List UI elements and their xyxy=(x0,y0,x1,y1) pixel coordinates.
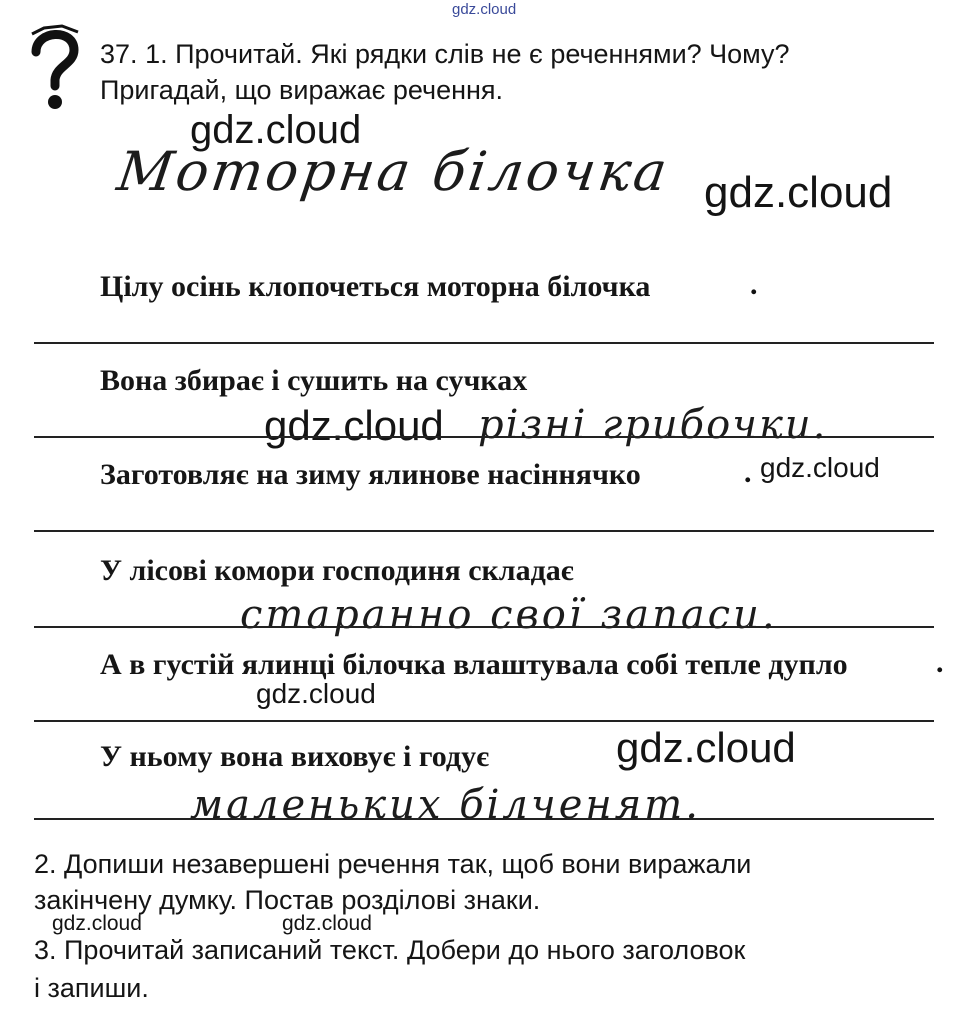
writing-rule xyxy=(34,818,934,820)
end-mark-5: . xyxy=(936,646,944,679)
task1-line1 xyxy=(100,38,790,71)
printed-line-2: Вона збирає і сушить на сучках xyxy=(100,364,528,397)
end-mark-1: . xyxy=(750,268,758,301)
watermark: gdz.cloud xyxy=(616,724,796,771)
watermark: gdz.cloud xyxy=(760,452,880,483)
task2-line2: закінчену думку. Постав розділові знаки. xyxy=(34,885,541,915)
handwritten-title: Моторна білочка xyxy=(113,140,674,203)
task1-line2: Пригадай, що виражає речення. xyxy=(100,75,504,105)
printed-line-6: У ньому вона виховує і годує xyxy=(100,740,490,773)
handwritten-line-4: старанно свої запаси. xyxy=(240,592,778,638)
watermark: gdz.cloud xyxy=(256,678,376,709)
end-mark-3: . xyxy=(744,456,752,489)
watermark: gdz.cloud xyxy=(704,168,893,217)
printed-line-4: У лісові комори господиня складає xyxy=(100,554,574,587)
task3-line1: 3. Прочитай записаний текст. Добери до нього заголовок xyxy=(34,935,746,965)
printed-line-5: А в густій ялинці білочка влаштувала собі тепле дупло xyxy=(100,648,848,681)
printed-line-1: Цілу осінь клопочеться моторна білочка xyxy=(100,270,651,303)
watermark: gdz.cloud xyxy=(282,912,372,935)
watermark: gdz.cloud xyxy=(52,912,142,935)
question-mark-icon xyxy=(22,22,86,112)
printed-line-3: Заготовляє на зиму ялинове насіннячко xyxy=(100,458,641,491)
exercise-number: 37. xyxy=(100,39,138,69)
handwritten-line-2: різні грибочки. xyxy=(478,402,828,448)
writing-rule xyxy=(34,720,934,722)
task3-line2: і запиши. xyxy=(34,973,149,1003)
task2-line1: 2. Допиши незавершені речення так, щоб вони виражали xyxy=(34,849,752,879)
watermark: gdz.cloud xyxy=(190,108,362,152)
writing-rule xyxy=(34,342,934,344)
watermark-top: gdz.cloud xyxy=(452,1,517,18)
handwritten-line-6: маленьких білченят. xyxy=(190,782,701,828)
writing-rule xyxy=(34,626,934,628)
task1-text: 1. Прочитай. Які рядки слів не є реченнями? Чому? xyxy=(145,39,790,69)
watermark: gdz.cloud xyxy=(264,402,444,449)
writing-rule xyxy=(34,530,934,532)
writing-rule xyxy=(34,436,934,438)
